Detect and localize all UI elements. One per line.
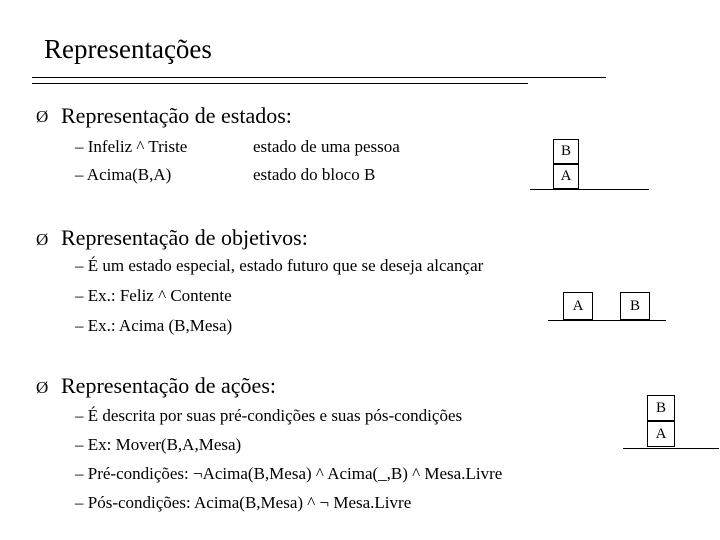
acoes-item-1: – É descrita por suas pré-condições e suas pós-condições bbox=[75, 406, 463, 425]
table-line bbox=[548, 320, 666, 321]
block-b: B bbox=[620, 292, 650, 320]
section-heading-estados: Representação de estados: bbox=[61, 103, 292, 128]
estados-row-1-right: estado de uma pessoa bbox=[253, 137, 400, 156]
estados-row-1-left: – Infeliz ^ Triste bbox=[75, 137, 188, 156]
estados-row-2-right: estado do bloco B bbox=[253, 165, 376, 184]
table-line bbox=[530, 189, 649, 190]
section-heading-objetivos: Representação de objetivos: bbox=[61, 225, 308, 250]
estados-row-2-left: – Acima(B,A) bbox=[75, 165, 172, 184]
block-b: B bbox=[647, 395, 675, 421]
acoes-item-4: – Pós-condições: Acima(B,Mesa) ^ ¬ Mesa.Livre bbox=[75, 493, 412, 512]
block-a: A bbox=[553, 164, 579, 189]
objetivos-item-1: – É um estado especial, estado futuro que se deseja alcançar bbox=[75, 256, 484, 275]
title-rule-bottom bbox=[32, 83, 528, 84]
block-a: A bbox=[563, 292, 593, 320]
slide-title: Representações bbox=[44, 34, 212, 64]
bullet-arrow-icon: Ø bbox=[36, 107, 49, 126]
objetivos-item-3: – Ex.: Acima (B,Mesa) bbox=[75, 316, 233, 335]
block-a: A bbox=[647, 421, 675, 447]
objetivos-item-2: – Ex.: Feliz ^ Contente bbox=[75, 286, 232, 305]
title-rule-top bbox=[32, 77, 606, 78]
acoes-item-2: – Ex: Mover(B,A,Mesa) bbox=[75, 435, 242, 454]
acoes-item-3: – Pré-condições: ¬Acima(B,Mesa) ^ Acima(_,B) ^ Mesa.Livre bbox=[75, 464, 503, 483]
bullet-arrow-icon: Ø bbox=[36, 378, 49, 397]
table-line bbox=[623, 448, 719, 449]
block-b: B bbox=[553, 139, 579, 164]
section-heading-acoes: Representação de ações: bbox=[61, 373, 276, 398]
bullet-arrow-icon: Ø bbox=[36, 230, 49, 249]
